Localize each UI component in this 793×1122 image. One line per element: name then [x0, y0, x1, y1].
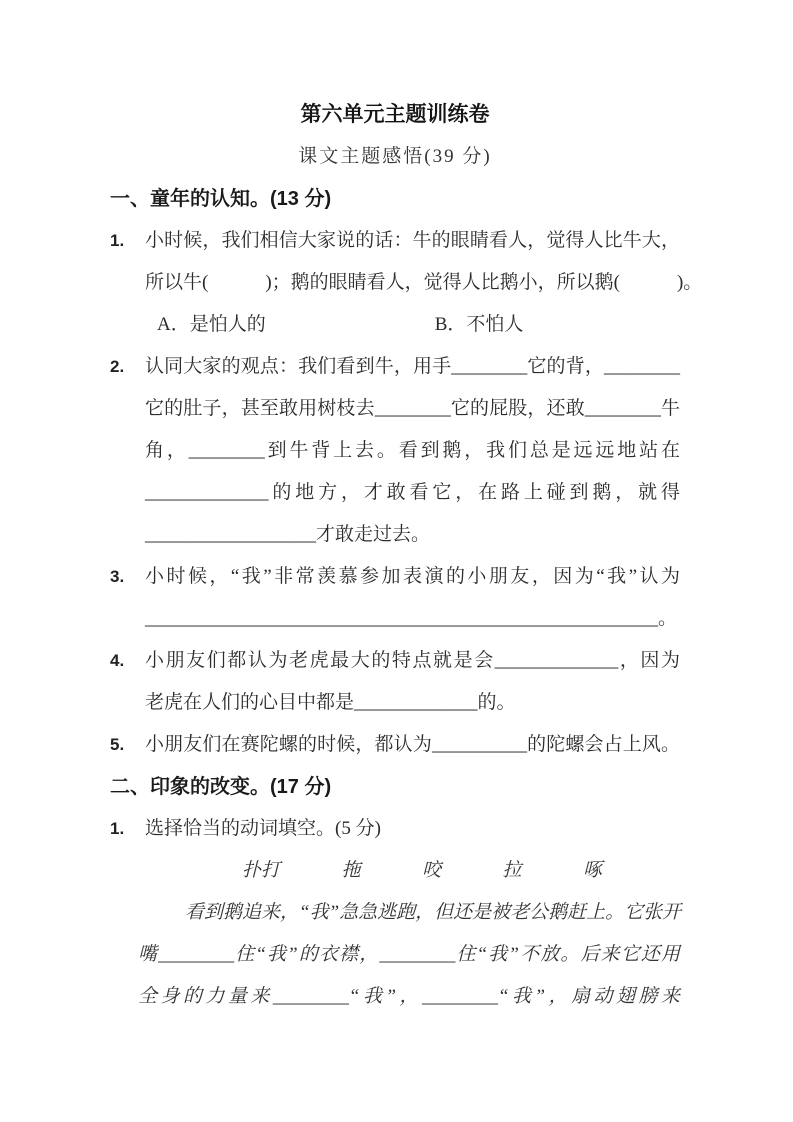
- word-bank-item: 啄: [582, 860, 602, 881]
- item-1-text: 选择恰当的动词填空。(5 分): [145, 818, 381, 839]
- question-5: [110, 724, 680, 766]
- question-2-line: 角，________到牛背上去。看到鹅，我们总是远远地站在: [145, 440, 680, 461]
- section-1-heading: 一、童年的认知。(13 分): [110, 188, 332, 210]
- question-1-number: 1.: [110, 231, 125, 250]
- question-4-line: 小朋友们都认为老虎最大的特点就是会_____________，因为: [145, 650, 680, 671]
- question-1-line: 小时候，我们相信大家说的话：牛的眼睛看人，觉得人比牛大，: [145, 230, 680, 251]
- question-3: [110, 556, 680, 640]
- word-bank-item: 咬: [421, 860, 441, 881]
- question-2: [110, 346, 680, 556]
- question-2-number: 2.: [110, 357, 125, 376]
- question-4-line: 老虎在人们的心目中都是_____________的。: [145, 692, 516, 713]
- question-1: [110, 220, 703, 346]
- section-2-item-1: [110, 808, 680, 850]
- item-1-number: 1.: [110, 819, 125, 838]
- question-2-line: _____________的地方，才敢看它，在路上碰到鹅，就得: [145, 482, 680, 503]
- word-bank-item: 拖: [341, 860, 361, 881]
- word-bank: [242, 850, 602, 892]
- question-4: [110, 640, 680, 724]
- question-3-blank-line: ______________________________________________________。: [145, 608, 678, 629]
- question-2-line: __________________才敢走过去。: [145, 524, 431, 545]
- question-3-line: 小时候，“我”非常羡慕参加表演的小朋友，因为“我”认为: [145, 566, 680, 587]
- question-1-line: 所以牛( )；鹅的眼睛看人，觉得人比鹅小，所以鹅( )。: [145, 272, 703, 293]
- passage-line: 看到鹅追来，“我”急急逃跑，但还是被老公鹅赶上。它张开: [185, 902, 682, 923]
- question-5-number: 5.: [110, 735, 125, 754]
- passage-line: 全身的力量来________“我”，________“我”，扇动翅膀来: [138, 986, 680, 1007]
- question-2-line: 它的肚子，甚至敢用树枝去________它的屁股，还敢________牛: [145, 398, 680, 419]
- question-5-line: 小朋友们在赛陀螺的时候，都认为__________的陀螺会占上风。: [145, 734, 680, 755]
- option-a: A．是怕人的: [157, 314, 266, 335]
- question-2-line: 认同大家的观点：我们看到牛，用手________它的背，________: [145, 356, 680, 377]
- fill-in-passage: [138, 892, 680, 1018]
- word-bank-item: 拉: [502, 860, 522, 881]
- section-2-heading: 二、印象的改变。(17 分): [110, 776, 332, 798]
- option-b: B．不怕人: [434, 314, 524, 335]
- exam-subtitle: 课文主题感悟(39 分): [298, 146, 492, 167]
- passage-line: 嘴________住“我”的衣襟，________住“我”不放。后来它还用: [138, 944, 680, 965]
- exam-title: 第六单元主题训练卷: [300, 103, 490, 126]
- question-3-number: 3.: [110, 567, 125, 586]
- word-bank-item: 扑打: [242, 860, 281, 881]
- question-4-number: 4.: [110, 651, 125, 670]
- question-1-options: [145, 304, 680, 346]
